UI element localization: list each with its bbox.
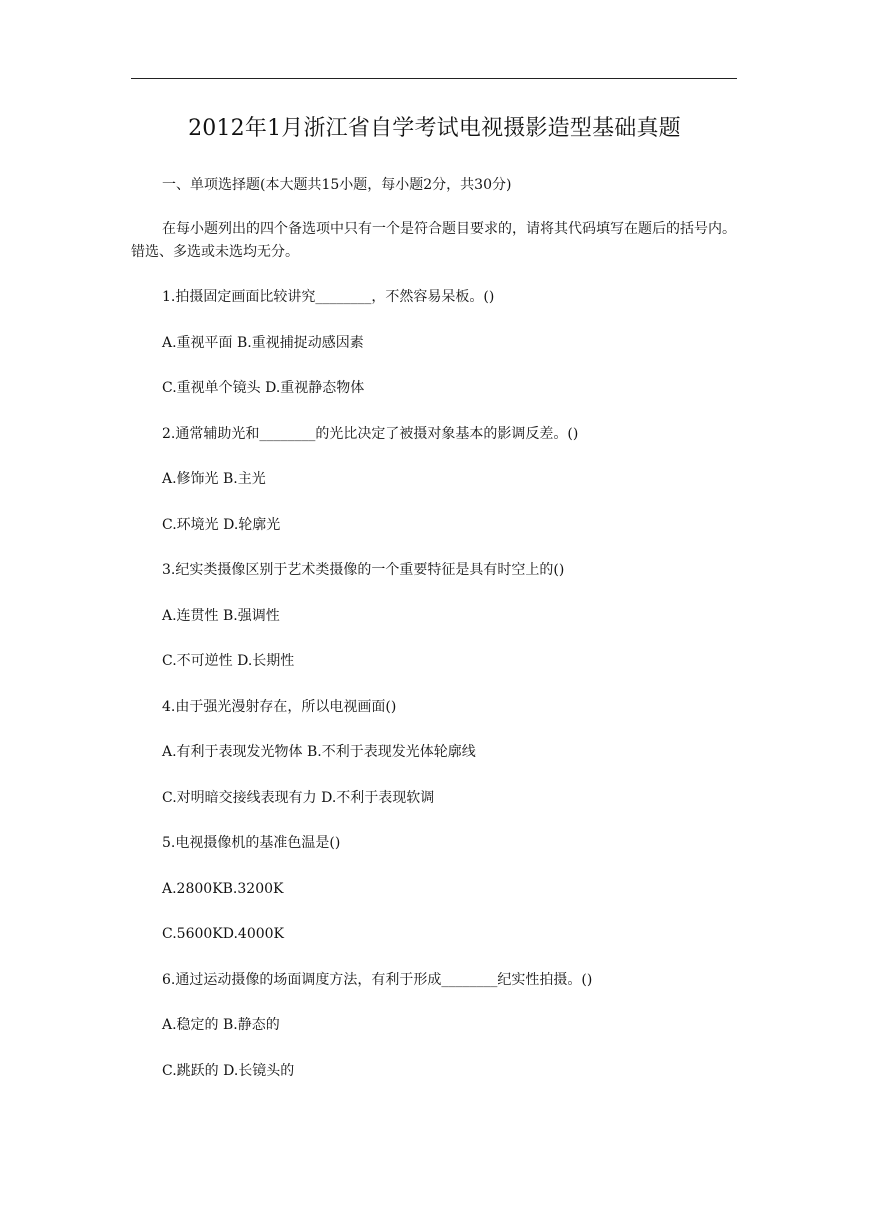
question-1-options-cd: C.重视单个镜头 D.重视静态物体 bbox=[162, 380, 365, 396]
header-rule bbox=[131, 78, 737, 79]
question-5-options-cd: C.5600KD.4000K bbox=[162, 926, 285, 942]
section-heading: 一、单项选择题(本大题共15小题，每小题2分，共30分) bbox=[162, 177, 512, 193]
question-2: 2.通常辅助光和________的光比决定了被摄对象基本的影调反差。() bbox=[162, 426, 579, 442]
question-3-options-ab: A.连贯性 B.强调性 bbox=[162, 608, 280, 624]
question-2-options-ab: A.修饰光 B.主光 bbox=[162, 471, 266, 487]
instructions-paragraph: 在每小题列出的四个备选项中只有一个是符合题目要求的，请将其代码填写在题后的括号内。错选、多选或未选均无分。 bbox=[131, 221, 736, 260]
question-3: 3.纪实类摄像区别于艺术类摄像的一个重要特征是具有时空上的() bbox=[162, 562, 565, 578]
question-6: 6.通过运动摄像的场面调度方法，有利于形成________纪实性拍摄。() bbox=[162, 972, 593, 988]
question-4-options-cd: C.对明暗交接线表现有力 D.不利于表现软调 bbox=[162, 790, 435, 806]
question-4: 4.由于强光漫射存在，所以电视画面() bbox=[162, 699, 397, 715]
question-1-options-ab: A.重视平面 B.重视捕捉动感因素 bbox=[162, 335, 364, 351]
question-5-options-ab: A.2800KB.3200K bbox=[162, 881, 284, 897]
question-6-options-ab: A.稳定的 B.静态的 bbox=[162, 1017, 280, 1033]
document-title: 2012年1月浙江省自学考试电视摄影造型基础真题 bbox=[188, 116, 681, 141]
question-4-options-ab: A.有利于表现发光物体 B.不利于表现发光体轮廓线 bbox=[162, 744, 476, 760]
question-3-options-cd: C.不可逆性 D.长期性 bbox=[162, 653, 295, 669]
question-5: 5.电视摄像机的基准色温是() bbox=[162, 835, 341, 851]
question-6-options-cd: C.跳跃的 D.长镜头的 bbox=[162, 1063, 295, 1079]
question-2-options-cd: C.环境光 D.轮廓光 bbox=[162, 517, 281, 533]
question-1: 1.拍摄固定画面比较讲究________，不然容易呆板。() bbox=[162, 289, 495, 305]
